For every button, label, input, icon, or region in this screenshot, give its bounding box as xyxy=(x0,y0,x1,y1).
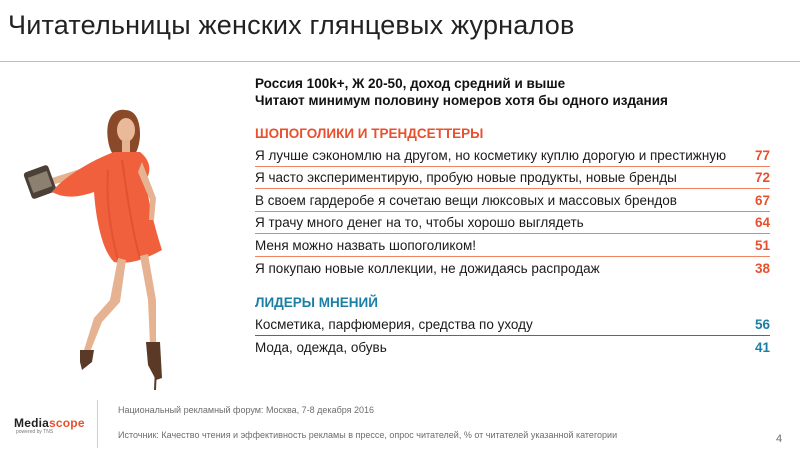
content-area xyxy=(255,75,770,358)
row-value: 38 xyxy=(754,261,770,276)
row-label: Мода, одежда, обувь xyxy=(255,340,387,355)
row-value: 56 xyxy=(754,316,770,332)
table-row xyxy=(255,257,770,280)
row-label: Косметика, парфюмерия, средства по уходу xyxy=(255,316,533,332)
table-row xyxy=(255,144,770,167)
table-row xyxy=(255,167,770,190)
page-number: 4 xyxy=(776,433,783,445)
row-label: В своем гардеробе я сочетаю вещи люксовых и массовых брендов xyxy=(255,192,677,208)
event-note: Национальный рекламный форум: Москва, 7-8 декабря 2016 xyxy=(118,405,375,415)
row-value: 67 xyxy=(754,192,770,208)
table-row xyxy=(255,189,770,212)
audience-line-1: Россия 100k+, Ж 20-50, доход средний и выше xyxy=(255,76,566,91)
logo-text-accent: scope xyxy=(49,416,85,430)
table-row xyxy=(255,234,770,257)
section-title-opinion-leaders: ЛИДЕРЫ МНЕНИЙ xyxy=(255,295,378,310)
source-note: Источник: Качество чтения и эффективность рекламы в прессе, опрос читателей, % от читателей указанной категории xyxy=(118,430,618,440)
row-value: 72 xyxy=(754,170,770,185)
row-label: Я покупаю новые коллекции, не дожидаясь распродаж xyxy=(255,261,600,276)
row-value: 51 xyxy=(754,237,770,253)
row-label: Меня можно назвать шопоголиком! xyxy=(255,237,477,253)
mediascope-logo xyxy=(14,416,85,435)
title-divider xyxy=(0,61,800,62)
row-label: Я часто экспериментирую, пробую новые продукты, новые бренды xyxy=(255,170,677,185)
logo-text: Media xyxy=(14,416,50,430)
table-row xyxy=(255,313,770,336)
row-value: 41 xyxy=(754,340,770,355)
model-photo xyxy=(22,100,212,400)
row-value: 64 xyxy=(754,215,770,230)
row-value: 77 xyxy=(754,147,770,163)
footer-divider xyxy=(97,400,98,448)
audience-line-2: Читают минимум половину номеров хотя бы одного издания xyxy=(255,93,668,108)
section-title-shopaholics: ШОПОГОЛИКИ И ТРЕНДСЕТТЕРЫ xyxy=(255,126,484,141)
row-label: Я трачу много денег на то, чтобы хорошо выглядеть xyxy=(255,215,584,230)
logo-tagline: powered by TNS xyxy=(16,429,54,435)
row-label: Я лучше сэкономлю на другом, но косметику куплю дорогую и престижную xyxy=(255,147,727,163)
table-row xyxy=(255,212,770,235)
page-title: Читательницы женских глянцевых журналов xyxy=(8,10,575,40)
table-row xyxy=(255,336,770,359)
